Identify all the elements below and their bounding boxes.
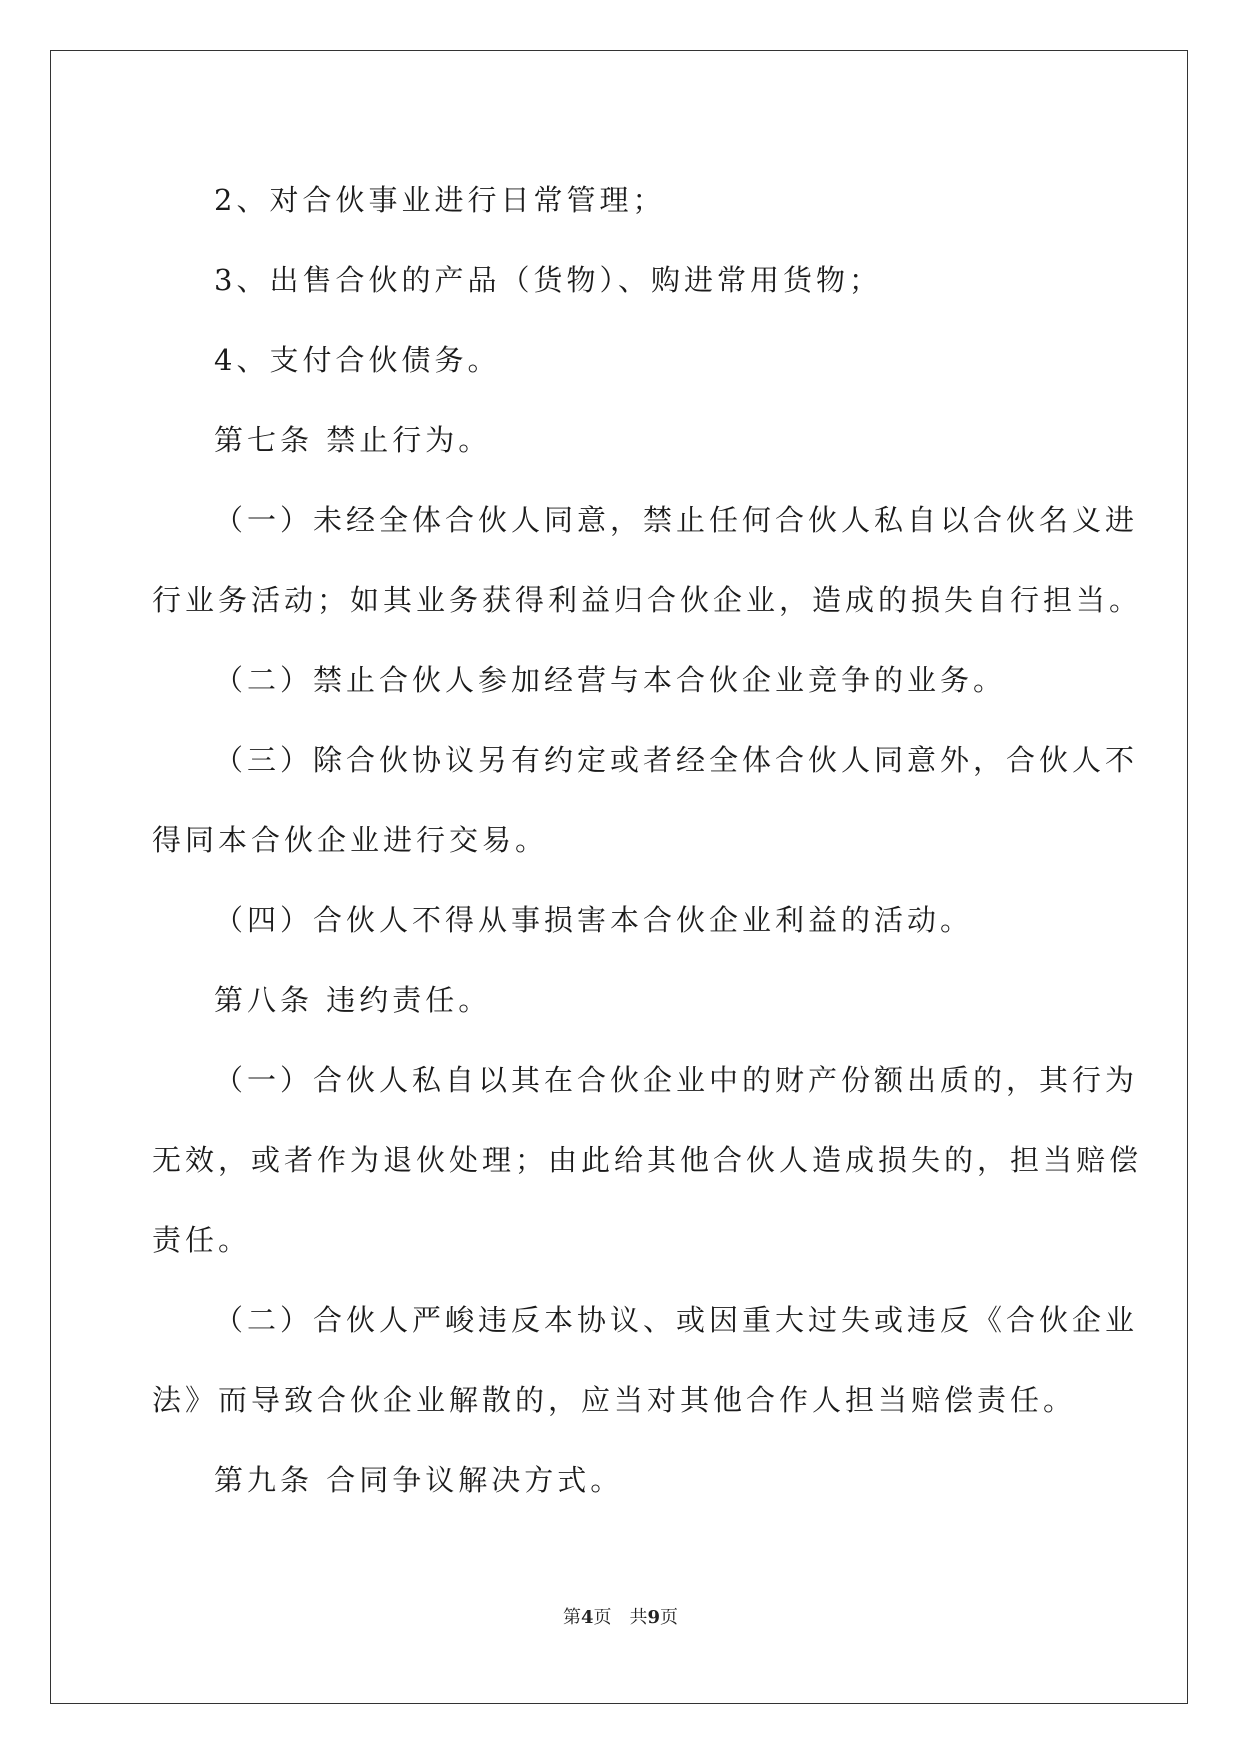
paragraph-line: （三）除合伙协议另有约定或者经全体合伙人同意外，合伙人不 [214, 743, 1139, 777]
paragraph-line: 责任。 [152, 1223, 252, 1257]
paragraph-line: （二）合伙人严峻违反本协议、或因重大过失或违反《合伙企业 [214, 1303, 1139, 1337]
paragraph-line: （一）合伙人私自以其在合伙企业中的财产份额出质的，其行为 [214, 1063, 1139, 1097]
article-heading: 第八条 违约责任。 [214, 983, 492, 1017]
page-number: 4 [580, 1607, 594, 1628]
total-prefix: 共 [629, 1607, 648, 1628]
paragraph-line: （一）未经全体合伙人同意，禁止任何合伙人私自以合伙名义进 [214, 503, 1139, 537]
paragraph-line: 2、对合伙事业进行日常管理； [214, 183, 666, 217]
paragraph-line: （四）合伙人不得从事损害本合伙企业利益的活动。 [214, 903, 974, 937]
article-heading: 第九条 合同争议解决方式。 [214, 1463, 624, 1497]
paragraph-line: 无效，或者作为退伙处理；由此给其他合伙人造成损失的，担当赔偿 [152, 1143, 1143, 1177]
total-suffix: 页 [660, 1607, 679, 1628]
paragraph-line: 3、出售合伙的产品（货物）、购进常用货物； [214, 263, 882, 297]
page-prefix: 第 [562, 1607, 581, 1628]
total-pages: 9 [647, 1607, 661, 1628]
paragraph-line: 4、支付合伙债务。 [214, 343, 501, 377]
paragraph-line: 法》而导致合伙企业解散的，应当对其他合作人担当赔偿责任。 [152, 1383, 1077, 1417]
paragraph-line: 得同本合伙企业进行交易。 [152, 823, 549, 857]
page-suffix: 页 [593, 1607, 612, 1628]
page-footer [0, 1603, 1241, 1629]
document-body [152, 160, 1143, 1520]
paragraph-line: 行业务活动；如其业务获得利益归合伙企业，造成的损失自行担当。 [152, 583, 1143, 617]
article-heading: 第七条 禁止行为。 [214, 423, 492, 457]
paragraph-line: （二）禁止合伙人参加经营与本合伙企业竞争的业务。 [214, 663, 1007, 697]
